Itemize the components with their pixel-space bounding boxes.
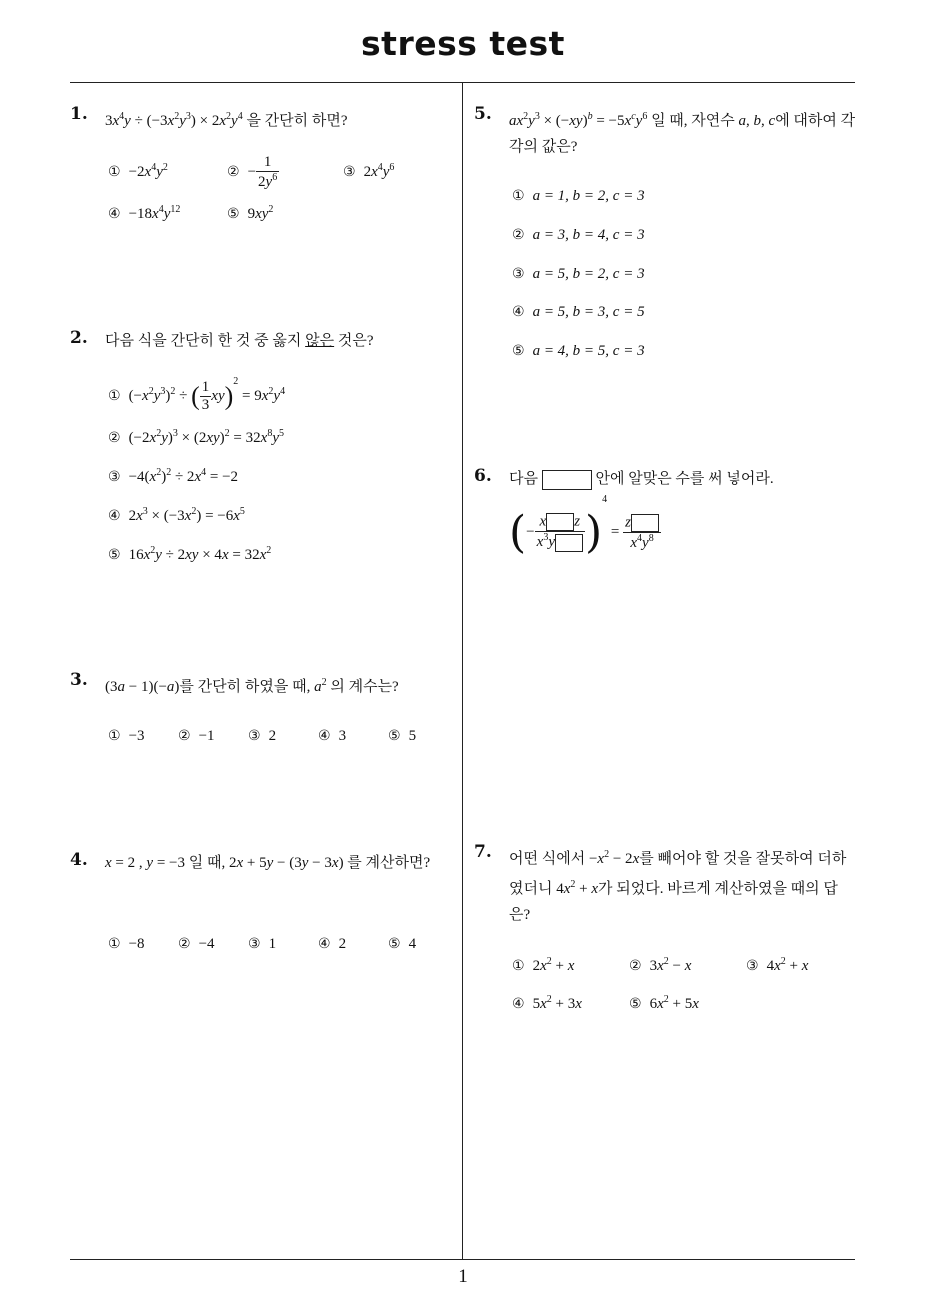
option-1[interactable]: ① $2x^2 + x$ [512,956,575,974]
question-text: 다음 안에 알맞은 수를 써 넣어라. [509,466,774,492]
question-number: 6. [474,466,492,486]
option-1[interactable]: ① −8 [108,936,145,952]
option-4[interactable]: ④ 3 [318,728,347,744]
option-1[interactable]: ① −3 [108,728,145,744]
option-4[interactable]: ④ $-18x^4y^{12}$ [108,204,181,222]
option-2[interactable]: ② $(-2x^2y)^3 \times (2xy)^2 = 32x^8y^5$ [108,428,284,446]
question-number: 5. [474,104,492,124]
question-text: (3a − 1)(−a)를 간단히 하였을 때, $a^2$ 의 계수는? [105,677,399,695]
option-2[interactable]: ② −4 [178,936,215,952]
option-3[interactable]: ③ 1 [248,936,277,952]
question-text: 다음 식을 간단히 한 것 중 옳지 않은 것은? [105,333,374,349]
page-title: stress test [361,24,565,63]
option-4[interactable]: ④ $5x^2 + 3x$ [512,994,582,1012]
answer-box[interactable] [631,514,659,532]
question-text: x = 2 , y = −3 일 때, 2x + 5y − (3y − 3x) 를 계산하면? [105,855,431,871]
column-divider [462,83,463,1259]
question-text: 어떤 식에서 $-x^2 - 2x$를 빼어야 할 것을 잘못하여 더하였더니 $4x^2 + x$가 되었다. 바르게 계산하였을 때의 답은? [509,849,847,923]
page-number: 1 [458,1266,468,1287]
answer-box[interactable] [555,534,583,552]
answer-box-legend [542,470,592,490]
question-number: 7. [474,842,492,862]
option-3[interactable]: ③ $4x^2 + x$ [746,956,809,974]
option-5[interactable]: ⑤ 5 [388,728,417,744]
option-3[interactable]: ③ a = 5, b = 2, c = 3 [512,266,645,282]
option-5[interactable]: ⑤ $16x^2y \div 2xy \times 4x = 32x^2$ [108,545,272,563]
option-2[interactable]: ② $3x^2 - x$ [629,956,692,974]
option-1[interactable]: ① $-2x^4y^2$ [108,162,168,180]
option-1[interactable]: ① a = 1, b = 2, c = 3 [512,188,645,204]
answer-box[interactable] [546,513,574,531]
question-text: $3x^4y \div (-3x^2y^3) \times 2x^2y^4$ 을 간단히 하면? [105,111,348,129]
option-2[interactable]: ② − $\frac{1}{2y^6}$ [227,154,278,190]
option-2[interactable]: ② −1 [178,728,215,744]
question-number: 2. [70,328,88,348]
option-4[interactable]: ④ 2 [318,936,347,952]
equation: (− $\frac{\text{x z}}{x^3y}$ )$^4$ = $\frac{z}{x^4y^8}$ [509,494,661,558]
option-4[interactable]: ④ $2x^3 \times (-3x^2) = -6x^5$ [108,506,245,524]
footer-rule [70,1259,855,1260]
option-3[interactable]: ③ 2 [248,728,277,744]
question-text: $ax^2y^3 \times (-xy)^b = -5x^cy^6$ 일 때, 자연수 a, b, c에 대하여 각각의 값은? [509,111,856,155]
option-5[interactable]: ⑤ $9xy^2$ [227,204,274,222]
option-1[interactable]: ① $(-x^2y^3)^2$ ÷ ( $\frac{1}{3}$ $xy)^2 = 9x^2y^4$ [108,376,286,414]
question-number: 1. [70,104,88,124]
option-2[interactable]: ② a = 3, b = 4, c = 3 [512,227,645,243]
question-number: 3. [70,670,88,690]
question-number: 4. [70,850,88,870]
option-3[interactable]: ③ $-4(x^2)^2 \div 2x^4 = -2$ [108,467,239,485]
option-5[interactable]: ⑤ $6x^2 + 5x$ [629,994,699,1012]
option-3[interactable]: ③ $2x^4y^6$ [343,162,395,180]
option-4[interactable]: ④ a = 5, b = 3, c = 5 [512,304,645,320]
option-5[interactable]: ⑤ a = 4, b = 5, c = 3 [512,343,645,359]
underlined-word: 않은 [305,333,335,349]
option-5[interactable]: ⑤ 4 [388,936,417,952]
